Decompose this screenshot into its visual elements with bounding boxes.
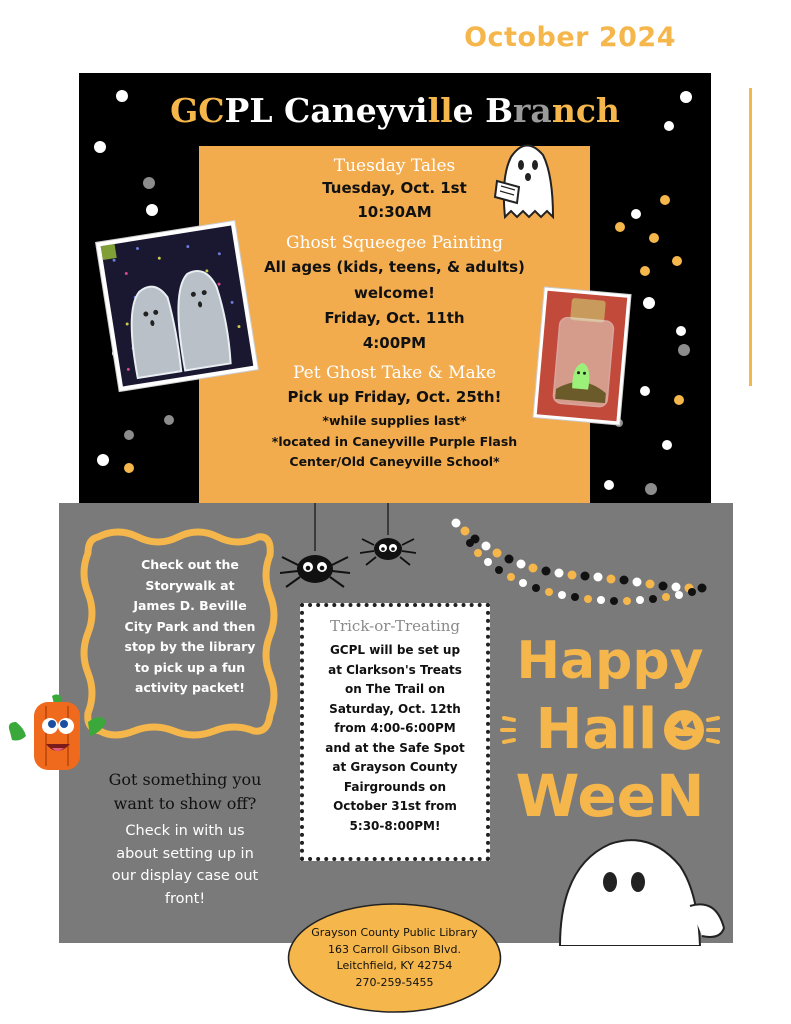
- library-name: Grayson County Public Library: [311, 926, 478, 939]
- library-city: Leitchfield, KY 42754: [336, 959, 453, 972]
- spider-icon: [280, 555, 350, 587]
- branch-title-part: ra: [513, 91, 552, 130]
- hallo-text-b: ll: [618, 697, 658, 762]
- branch-title-part: e B: [452, 91, 514, 130]
- branch-title-part: C: [272, 91, 311, 130]
- library-phone: 270-259-5455: [355, 975, 434, 989]
- pet-ghost-jar-photo: [533, 287, 630, 424]
- tuesday-tales-time: 10:30AM: [357, 203, 432, 221]
- hallo-text-c: o: [683, 748, 685, 749]
- tuesday-tales-day: Tuesday, Oct. 1st: [322, 179, 467, 197]
- trick-line: on The Trail on: [344, 682, 446, 696]
- branch-title-part: aneyvi: [310, 91, 428, 130]
- storywalk-line: City Park and then: [124, 618, 256, 634]
- trick-line: at Clarkson's Treats: [328, 662, 462, 677]
- storywalk-line: activity packet!: [135, 680, 245, 695]
- ghost-painting-title: Ghost Squeegee Painting: [285, 233, 504, 253]
- ween-text: WeeN: [515, 762, 705, 830]
- ghost-painting-audience: welcome!: [353, 284, 435, 302]
- pet-ghost-location: *located in Caneyville Purple Flash: [271, 434, 518, 449]
- storywalk-line: Check out the: [141, 557, 239, 572]
- trick-line: and at the Safe Spot: [325, 740, 465, 755]
- show-off-line: about setting up in: [116, 845, 254, 862]
- storywalk-line: James D. Beville: [133, 598, 247, 613]
- ghost-painting-time: 4:00PM: [362, 334, 427, 352]
- trick-or-treating-text: [304, 641, 486, 836]
- happy-halloween-lettering: [500, 620, 720, 840]
- accent-line: [749, 88, 752, 386]
- trick-line: at Grayson County: [332, 760, 458, 774]
- trick-line: 5:30-8:00PM!: [349, 818, 441, 833]
- library-address: [286, 925, 503, 991]
- storywalk-text: [113, 555, 267, 699]
- pet-ghost-pickup: Pick up Friday, Oct. 25th!: [287, 388, 502, 406]
- show-off-heading-line: want to show off?: [113, 794, 257, 813]
- trick-line: Fairgrounds on: [343, 779, 447, 794]
- storywalk-line: stop by the library: [124, 639, 256, 654]
- trick-line: from 4:00-6:00PM: [334, 721, 456, 735]
- branch-title-part: PL: [224, 91, 273, 130]
- show-off-line: front!: [164, 890, 206, 907]
- big-ghost-icon: [540, 836, 730, 946]
- branch-title-part: GC: [170, 91, 225, 130]
- branch-title-part: nch: [551, 91, 620, 130]
- trick-line: GCPL will be set up: [329, 643, 461, 657]
- caneyville-branch-panel: [79, 73, 711, 503]
- pet-ghost-note: *while supplies last*: [322, 413, 467, 428]
- library-street: 163 Carroll Gibson Blvd.: [328, 942, 461, 956]
- storywalk-line: to pick up a fun: [134, 659, 246, 675]
- branch-title-part: ll: [427, 91, 453, 130]
- show-off-line: our display case out: [111, 868, 259, 884]
- tuesday-tales-title: Tuesday Tales: [333, 156, 456, 176]
- jack-o-lantern-icon: [664, 710, 704, 750]
- happy-text: Happy: [516, 631, 704, 691]
- trick-line: Saturday, Oct. 12th: [329, 701, 461, 716]
- storywalk-line: Storywalk at: [145, 577, 235, 593]
- branch-title: [79, 91, 711, 130]
- hallo-text-a: Ha: [535, 697, 621, 762]
- month-title: October 2024: [464, 22, 676, 53]
- bead-garland-decoration: [452, 519, 707, 606]
- show-off-text: [85, 820, 285, 910]
- spiders-and-garland-decoration: [270, 503, 740, 613]
- trick-line: October 31st from: [333, 799, 457, 813]
- pet-ghost-title: Pet Ghost Take & Make: [292, 363, 497, 383]
- ghost-painting-day: Friday, Oct. 11th: [324, 309, 465, 327]
- trick-or-treating-box: [300, 603, 490, 861]
- show-off-heading: [85, 768, 285, 816]
- pet-ghost-location: Center/Old Caneyville School*: [289, 454, 500, 469]
- show-off-heading-line: Got something you: [108, 770, 262, 789]
- show-off-line: Check in with us: [125, 823, 245, 839]
- pumpkin-character-icon: [4, 692, 108, 776]
- trick-or-treating-title: Trick-or-Treating: [329, 617, 461, 635]
- ghost-painting-audience: All ages (kids, teens, & adults): [264, 258, 525, 276]
- reading-ghost-icon: [491, 137, 561, 223]
- spider-icon: [360, 538, 416, 565]
- ghost-painting-photo: [96, 221, 258, 391]
